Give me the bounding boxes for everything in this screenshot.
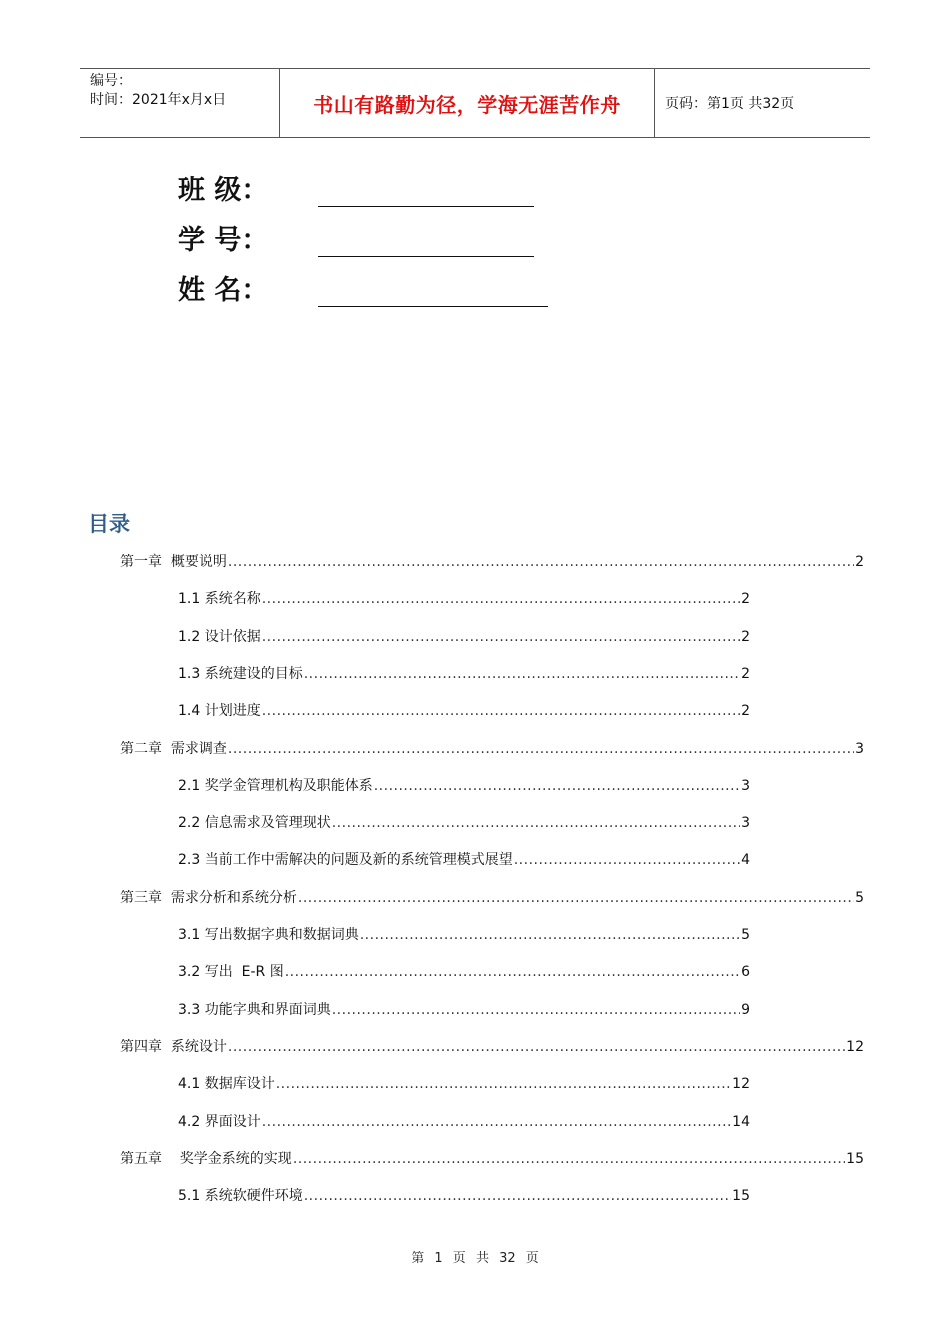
footer-total-pages: 32 [499, 1251, 516, 1266]
footer-ye: 页 [452, 1251, 466, 1266]
toc-dot-leader [514, 852, 740, 868]
footer-gong: 共 [475, 1251, 489, 1266]
toc-entry-title: 1.3 系统建设的目标 [178, 666, 303, 682]
toc-entry-page: 15 [732, 1188, 750, 1204]
toc-dot-leader [276, 1076, 731, 1092]
toc-entry-page: 4 [741, 852, 750, 868]
header-motto: 书山有路勤为径，学海无涯苦作舟 [280, 69, 655, 137]
toc-dot-leader [228, 741, 854, 757]
toc-dot-leader [262, 629, 740, 645]
toc-entry-page: 5 [741, 927, 750, 943]
toc-entry-title: 1.4 计划进度 [178, 703, 261, 719]
toc-section-entry[interactable] [178, 1111, 750, 1129]
toc-entry-page: 15 [846, 1151, 864, 1167]
number-label: 编号： [90, 73, 132, 89]
toc-section-entry[interactable] [178, 663, 750, 681]
toc-entry-page: 6 [741, 964, 750, 980]
header-page-info: 页码：第1页 共32页 [665, 96, 795, 112]
toc-section-entry[interactable] [178, 999, 750, 1017]
toc-section-entry[interactable] [178, 961, 750, 979]
date-label: 时间：2021年x月x日 [90, 92, 227, 108]
toc-entry-title: 5.1 系统软硬件环境 [178, 1188, 303, 1204]
student-id-blank-line [318, 228, 534, 257]
toc-entry-page: 2 [741, 666, 750, 682]
toc-section-entry[interactable] [178, 626, 750, 644]
toc-entry-title: 1.1 系统名称 [178, 591, 261, 607]
toc-entry-title: 2.3 当前工作中需解决的问题及新的系统管理模式展望 [178, 852, 513, 868]
class-blank-line [318, 178, 534, 207]
toc-chapter-entry[interactable] [120, 1036, 864, 1054]
toc-section-entry[interactable] [178, 1073, 750, 1091]
toc-section-entry[interactable] [178, 775, 750, 793]
toc-dot-leader [293, 1151, 845, 1167]
student-id-field [178, 218, 534, 257]
toc-chapter-entry[interactable] [120, 887, 864, 905]
toc-dot-leader [298, 890, 854, 906]
toc-entry-page: 3 [741, 815, 750, 831]
name-field [178, 268, 548, 307]
toc-dot-leader [228, 554, 854, 570]
toc-chapter-entry[interactable] [120, 1148, 864, 1166]
toc-section-entry[interactable] [178, 924, 750, 942]
footer-di: 第 [411, 1251, 425, 1266]
toc-entry-title: 第五章 奖学金系统的实现 [120, 1151, 292, 1167]
toc-entry-page: 3 [855, 741, 864, 757]
document-header [80, 68, 870, 138]
toc-section-entry[interactable] [178, 812, 750, 830]
toc-dot-leader [360, 927, 740, 943]
toc-entry-page: 9 [741, 1002, 750, 1018]
toc-entry-page: 2 [741, 591, 750, 607]
name-label: 姓 名： [178, 275, 269, 306]
toc-entry-title: 4.1 数据库设计 [178, 1076, 275, 1092]
footer-ye2: 页 [525, 1251, 539, 1266]
toc-entry-page: 2 [741, 703, 750, 719]
toc-section-entry[interactable] [178, 849, 750, 867]
toc-entry-title: 2.2 信息需求及管理现状 [178, 815, 331, 831]
toc-dot-leader [304, 1188, 731, 1204]
name-blank-line [318, 278, 548, 307]
toc-dot-leader [332, 815, 740, 831]
toc-dot-leader [228, 1039, 845, 1055]
toc-entry-title: 第三章 需求分析和系统分析 [120, 890, 297, 906]
toc-dot-leader [262, 1114, 731, 1130]
toc-entry-page: 14 [732, 1114, 750, 1130]
toc-dot-leader [262, 591, 740, 607]
toc-dot-leader [374, 778, 740, 794]
toc-entry-page: 5 [855, 890, 864, 906]
toc-entry-title: 3.2 写出 E-R 图 [178, 964, 284, 980]
toc-section-entry[interactable] [178, 700, 750, 718]
class-label: 班 级： [178, 175, 269, 206]
toc-entry-page: 2 [855, 554, 864, 570]
toc-dot-leader [332, 1002, 740, 1018]
student-id-label: 学 号： [178, 225, 269, 256]
toc-entry-title: 第一章 概要说明 [120, 554, 227, 570]
toc-entry-title: 4.2 界面设计 [178, 1114, 261, 1130]
toc-entry-title: 3.1 写出数据字典和数据词典 [178, 927, 359, 943]
toc-section-entry[interactable] [178, 1185, 750, 1203]
toc-title: 目录 [88, 512, 130, 536]
toc-section-entry[interactable] [178, 588, 750, 606]
toc-entry-page: 12 [846, 1039, 864, 1055]
toc-entry-title: 3.3 功能字典和界面词典 [178, 1002, 331, 1018]
toc-dot-leader [304, 666, 740, 682]
page-footer [0, 1247, 950, 1266]
toc-entry-title: 第四章 系统设计 [120, 1039, 227, 1055]
footer-current-page: 1 [434, 1251, 443, 1266]
class-field [178, 168, 534, 207]
toc-entry-page: 3 [741, 778, 750, 794]
header-meta [80, 69, 280, 137]
toc-entry-page: 12 [732, 1076, 750, 1092]
toc-entry-title: 第二章 需求调查 [120, 741, 227, 757]
toc-entry-title: 2.1 奖学金管理机构及职能体系 [178, 778, 373, 794]
toc-entry-page: 2 [741, 629, 750, 645]
toc-dot-leader [262, 703, 740, 719]
toc-dot-leader [285, 964, 740, 980]
toc-entry-title: 1.2 设计依据 [178, 629, 261, 645]
toc-chapter-entry[interactable] [120, 738, 864, 756]
toc-chapter-entry[interactable] [120, 551, 864, 569]
